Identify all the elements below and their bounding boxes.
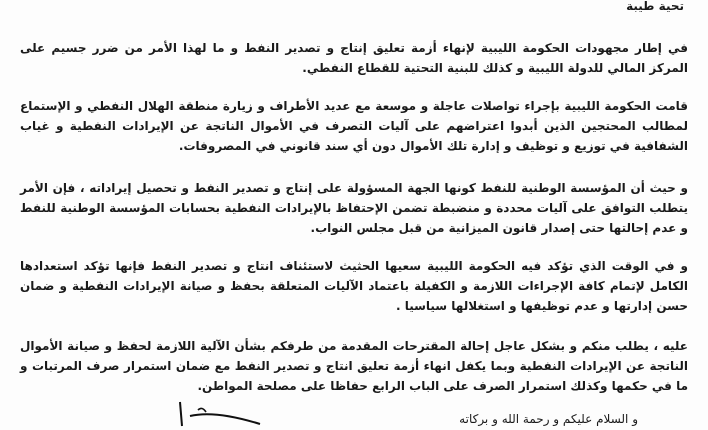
paragraph-2: قامت الحكومة الليبية بإجراء تواصلات عاجلة و موسعة مع عديد الأطراف و زيارة منطقة الهلال النفطي و الإستماع لمطالب المحتجين الذين أبدوا اعتراضهم على آليات التصرف في الأموال الناتجة عن الإيرادات النفطية و غياب الشفافية في توزيع و توظيف و إدارة تلك الأموال دون أي سند قانوني في المصروفات. [20, 99, 688, 153]
greeting: تحية طيبة [626, 0, 684, 13]
paragraph-4: و في الوقت الذي تؤكد فيه الحكومة الليبية سعيها الحثيث لاستئناف انتاج و تصدير النفط فإنها تؤكد استعدادها الكامل لإتمام كافة الإجراءات اللازمة و الكفيلة باعتماد الآليات المتعلقة بحفظ و صيانة الإيرادات النفطية و ضمان حسن إدارتها و عدم توظيفها و استغلالها سياسيا . [20, 259, 688, 313]
paragraph-5: عليه ، يطلب منكم و بشكل عاجل إحالة المقترحات المقدمة من طرفكم بشأن الآلية اللازمة لحفظ و صيانة الأموال الناتجة عن الإيرادات النفطية وبما يكفل انهاء أزمة تعليق انتاج و تصدير النفط مع ضمان استمرار صرف المرتبات و ما في حكمها وكذلك استمرار الصرف على الباب الرابع حفاظا على مصلحة المواطن. [20, 339, 688, 393]
closing-salutation: و السلام عليكم و رحمة الله و بركاته [459, 412, 638, 426]
signature-mark [160, 396, 270, 430]
paragraph-1: في إطار مجهودات الحكومة الليبية لإنهاء أزمة تعليق إنتاج و تصدير النفط و ما لهذا الأمر من ضرر جسيم على المركز المالي للدولة الليبية و كذلك للبنية التحتية للقطاع النفطي. [20, 41, 688, 75]
paragraph-3: و حيث أن المؤسسة الوطنية للنفط كونها الجهة المسؤولة على إنتاج و تصدير النفط و تحصيل إيراداته ، فإن الأمر يتطلب التوافق على آليات محددة و منضبطة تضمن الإحتفاظ بالإيرادات النفطية بحسابات المؤسسة الوطنية للنفط و عدم إحالتها حتى إصدار قانون الميزانية من قبل مجلس النواب. [20, 181, 688, 235]
